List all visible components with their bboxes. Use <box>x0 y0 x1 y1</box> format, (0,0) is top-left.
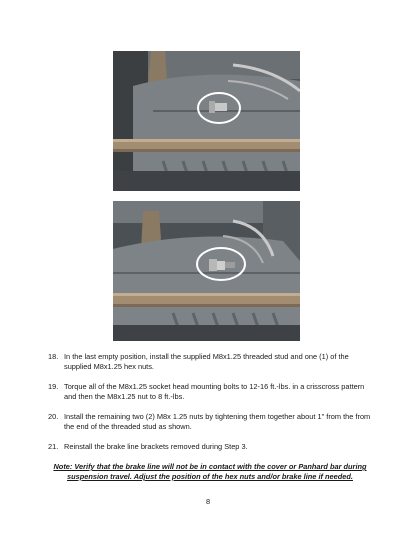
step-number: 20. <box>48 412 59 421</box>
step-18 <box>48 352 378 372</box>
step-text: In the last empty position, install the supplied M8x1.25 threaded stud and one (1) of the supplied M8x1.25 hex nuts. <box>64 352 349 371</box>
step-number: 21. <box>48 442 59 451</box>
step-21 <box>48 442 378 452</box>
installation-note: Note: Verify that the brake line will not be in contact with the cover or Panhard bar during suspension travel. Adjust the position of the hex nuts and/or brake line if needed. <box>53 462 367 481</box>
hex-nuts-image <box>113 201 300 341</box>
step-20 <box>48 412 378 432</box>
step-19 <box>48 382 378 402</box>
step-text: Reinstall the brake line brackets removed during Step 3. <box>64 442 248 451</box>
stud-install-photo <box>113 51 300 191</box>
step-number: 19. <box>48 382 59 391</box>
page-number: 8 <box>205 497 211 506</box>
step-text: Install the remaining two (2) M8x 1.25 nuts by tightening them together about 1" from the from the end of the threaded stud as shown. <box>64 412 371 431</box>
hex-nuts-photo <box>113 201 300 341</box>
instruction-steps <box>48 352 378 462</box>
step-number: 18. <box>48 352 59 361</box>
stud-install-image <box>113 51 300 191</box>
step-text: Torque all of the M8x1.25 socket head mounting bolts to 12-16 ft.-lbs. in a crisscross pattern and then the M8x1.25 nut to 8 ft.-lbs. <box>64 382 365 401</box>
